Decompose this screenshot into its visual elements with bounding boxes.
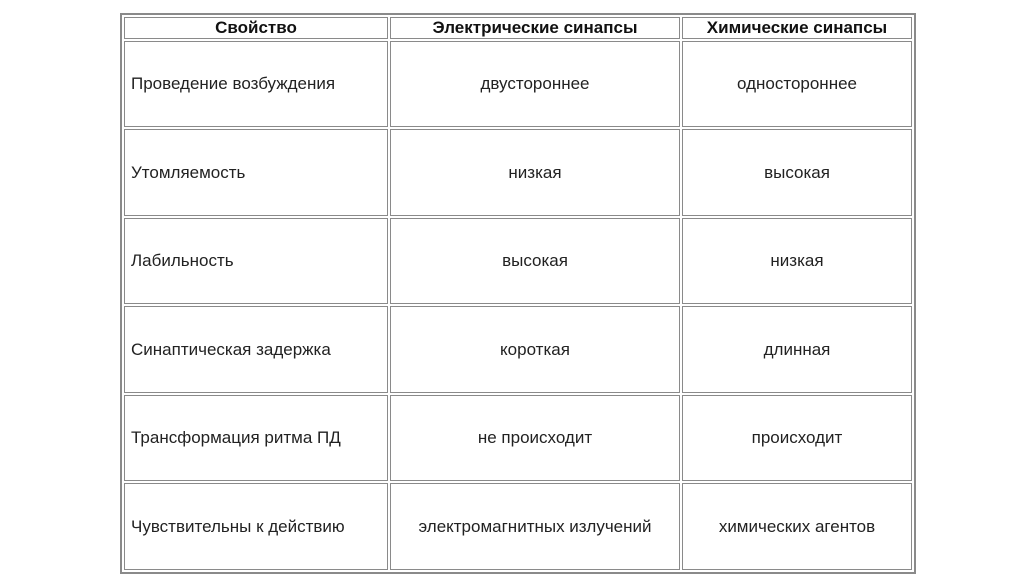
table-row [124, 483, 912, 570]
table-row [124, 218, 912, 305]
row-chemical-cell: низкая [682, 218, 912, 305]
row-property-cell: Утомляемость [124, 129, 388, 216]
row-electrical-cell: низкая [390, 129, 680, 216]
table-header-row [124, 17, 912, 39]
row-electrical-cell: электромагнитных излучений [390, 483, 680, 570]
row-property-cell: Трансформация ритма ПД [124, 395, 388, 482]
row-property-cell: Проведение возбуждения [124, 41, 388, 128]
row-chemical-cell: химических агентов [682, 483, 912, 570]
table-row [124, 306, 912, 393]
row-electrical-cell: двустороннее [390, 41, 680, 128]
table-row [124, 395, 912, 482]
table-row [124, 41, 912, 128]
synapse-comparison-table [120, 13, 916, 574]
row-electrical-cell: не происходит [390, 395, 680, 482]
row-property-cell: Синаптическая задержка [124, 306, 388, 393]
row-chemical-cell: происходит [682, 395, 912, 482]
row-electrical-cell: высокая [390, 218, 680, 305]
header-property: Свойство [124, 17, 388, 39]
row-chemical-cell: одностороннее [682, 41, 912, 128]
row-electrical-cell: короткая [390, 306, 680, 393]
header-chemical-synapses: Химические синапсы [682, 17, 912, 39]
row-chemical-cell: высокая [682, 129, 912, 216]
table-row [124, 129, 912, 216]
row-chemical-cell: длинная [682, 306, 912, 393]
row-property-cell: Лабильность [124, 218, 388, 305]
header-electrical-synapses: Электрические синапсы [390, 17, 680, 39]
row-property-cell: Чувствительны к действию [124, 483, 388, 570]
